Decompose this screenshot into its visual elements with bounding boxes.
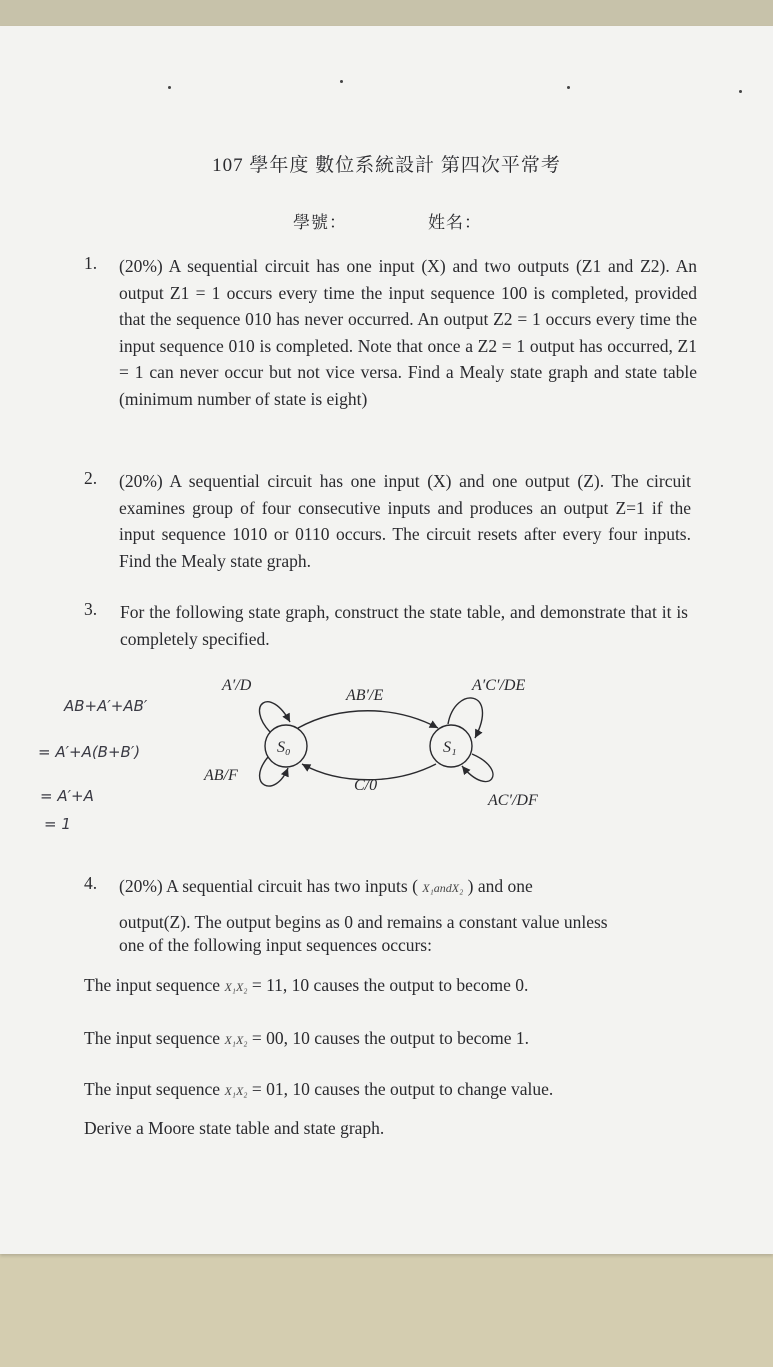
question-4-inputs: X₁andX₂ bbox=[422, 881, 464, 895]
question-4-line-3: one of the following input sequences occurs: bbox=[119, 935, 432, 955]
question-3-text: For the following state graph, construct the state table, and demonstrate that it is completely specified. bbox=[120, 602, 688, 649]
paper-speck bbox=[567, 86, 570, 89]
sequence-line-3 bbox=[84, 1079, 553, 1100]
question-1-number: 1. bbox=[84, 253, 98, 273]
question-4-closing: Derive a Moore state table and state graph. bbox=[84, 1118, 385, 1138]
exam-title: 107 學年度 數位系統設計 第四次平常考 bbox=[212, 155, 561, 176]
student-id-label: 學號： bbox=[293, 213, 347, 232]
question-2-number: 2. bbox=[84, 468, 98, 488]
question-4-line-2: output(Z). The output begins as 0 and remains a constant value unless bbox=[119, 912, 608, 932]
handwritten-line-1: AB+A′+AB′ bbox=[64, 697, 148, 715]
name-label: 姓名： bbox=[428, 213, 482, 232]
self-loop-s1-bottom bbox=[462, 754, 493, 782]
label-s0-to-s1: AB′/E bbox=[346, 687, 384, 704]
label-s0-self-bottom: AB/F bbox=[204, 767, 238, 784]
label-s1-self-top: A′C′/DE bbox=[472, 677, 526, 694]
label-s1-to-s0: C/0 bbox=[354, 777, 378, 794]
state-graph bbox=[190, 660, 570, 830]
question-4-intro-b: ) and one bbox=[467, 876, 533, 896]
sequence-line-1 bbox=[84, 975, 528, 996]
sequence-2-rest: = 00, 10 causes the output to become 1. bbox=[251, 1028, 529, 1048]
question-4-intro-a: (20%) A sequential circuit has two inputs ( bbox=[119, 876, 418, 896]
state-s1-label: S₁ bbox=[443, 739, 457, 756]
sequence-1-prefix: The input sequence bbox=[84, 975, 221, 995]
sequence-2-var: X₁X₂ bbox=[224, 1033, 248, 1047]
question-4-number: 4. bbox=[84, 873, 98, 893]
self-loop-s1-top bbox=[448, 698, 482, 738]
question-1-text: (20%) A sequential circuit has one input (X) and two outputs (Z1 and Z2). An output Z1 = 1 occurs every time the input sequence 100 is completed, provided that the sequence 010 has never occurred. An output Z2 = 1 occurs every time the input sequence 010 is completed. Note that once a Z2 = 1 output has occurred, Z1 = 1 can never occur but not vice versa. Find a Mealy state graph and state table (minimum number of state is eight) bbox=[119, 256, 697, 409]
handwritten-line-4: = 1 bbox=[44, 815, 71, 833]
question-4-intro bbox=[119, 873, 689, 902]
sequence-2-prefix: The input sequence bbox=[84, 1028, 221, 1048]
paper-speck bbox=[739, 90, 742, 93]
question-2-text: (20%) A sequential circuit has one input (X) and one output (Z). The circuit examines group of four consecutive inputs and produces an output Z=1 if the input sequence 1010 or 0110 occurs. The circuit resets after every four inputs. Find the Mealy state graph. bbox=[119, 471, 691, 571]
sequence-1-rest: = 11, 10 causes the output to become 0. bbox=[251, 975, 529, 995]
transition-s0-s1 bbox=[298, 711, 438, 728]
sequence-3-rest: = 01, 10 causes the output to change value. bbox=[251, 1079, 554, 1099]
label-s0-self-top: A′/D bbox=[222, 677, 252, 694]
sequence-line-2 bbox=[84, 1028, 529, 1049]
sequence-3-var: X₁X₂ bbox=[224, 1084, 248, 1098]
handwritten-line-2: = A′+A(B+B′) bbox=[38, 743, 141, 761]
paper-speck bbox=[168, 86, 171, 89]
paper-speck bbox=[340, 80, 343, 83]
sequence-1-var: X₁X₂ bbox=[224, 980, 248, 994]
label-s1-self-bottom: AC′/DF bbox=[488, 792, 538, 809]
question-3-number: 3. bbox=[84, 599, 98, 619]
state-s0-label: S₀ bbox=[277, 739, 291, 756]
sequence-3-prefix: The input sequence bbox=[84, 1079, 221, 1099]
handwritten-line-3: = A′+A bbox=[40, 787, 94, 805]
self-loop-s0-bottom bbox=[260, 757, 288, 786]
background-bottom bbox=[0, 1250, 773, 1367]
